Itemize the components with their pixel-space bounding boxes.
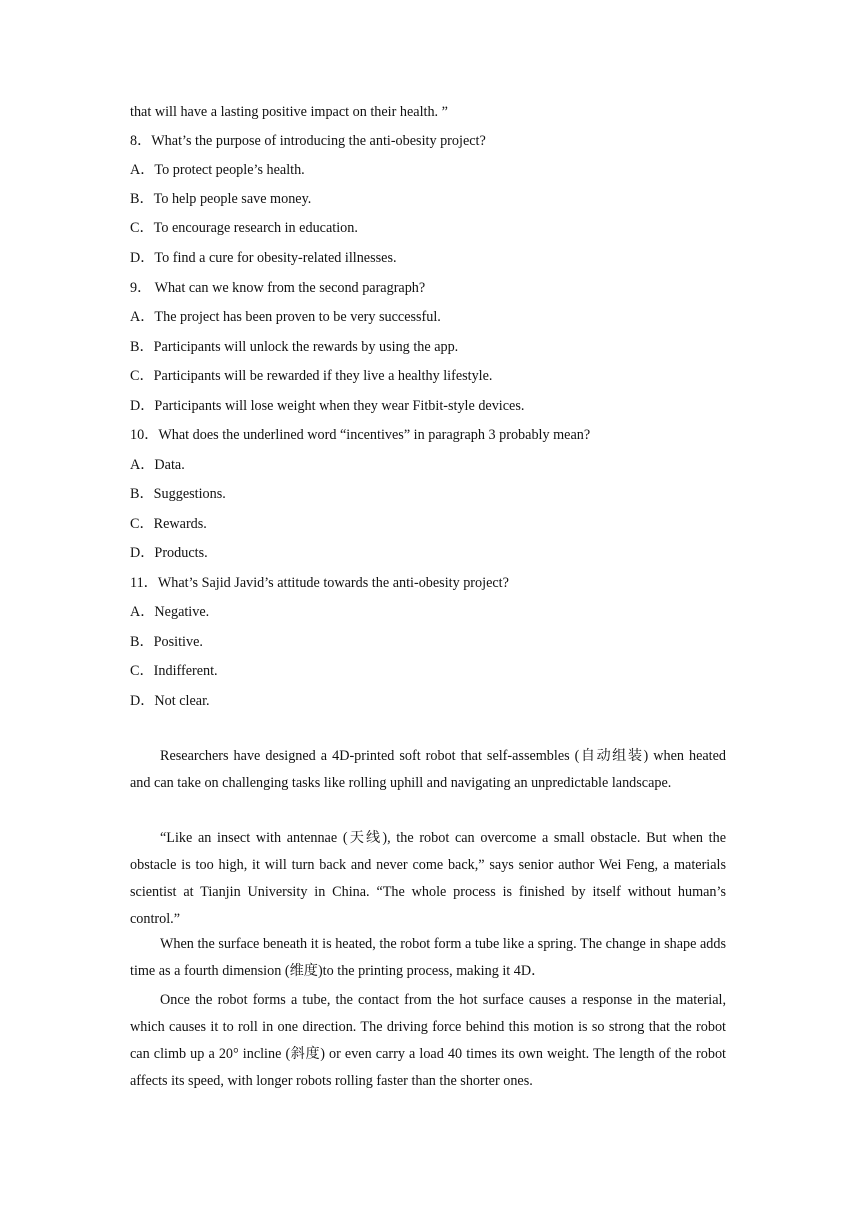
question-9-option-a: A．The project has been proven to be very successful.: [130, 309, 441, 325]
question-11-option-a: A．Negative.: [130, 604, 210, 620]
question-8-option-d: D．To find a cure for obesity-related illnesses.: [130, 250, 397, 266]
question-10-option-c: C．Rewards.: [130, 516, 207, 532]
question-8-option-b: B．To help people save money.: [130, 191, 312, 207]
question-9-option-c: C．Participants will be rewarded if they live a healthy lifestyle.: [130, 368, 493, 384]
question-11-stem: 11．What’s Sajid Javid’s attitude towards the anti-obesity project?: [130, 575, 509, 591]
question-9-option-d: D．Participants will lose weight when they wear Fitbit-style devices.: [130, 398, 525, 414]
question-10-option-b: B．Suggestions.: [130, 486, 226, 502]
question-11-option-d: D．Not clear.: [130, 693, 210, 709]
question-8-option-a: A．To protect people’s health.: [130, 162, 305, 178]
passage-paragraph-4: Once the robot forms a tube, the contact from the hot surface causes a response in the material, which causes it to roll in one direction. The driving force behind this motion is so strong that the robot can climb up a 20° incline (斜度) or even carry a load 40 times its own weight. The length of the robot affects its speed, with longer robots rolling faster than the shorter ones.: [130, 992, 726, 1089]
passage-paragraph-3: When the surface beneath it is heated, the robot form a tube like a spring. The change in shape adds time as a fourth dimension (维度)to the printing process, making it 4D．: [130, 936, 726, 979]
question-11-option-b: B．Positive.: [130, 634, 203, 650]
question-10-stem: 10．What does the underlined word “incentives” in paragraph 3 probably mean?: [130, 427, 591, 443]
passage-paragraph-1: Researchers have designed a 4D-printed soft robot that self-assembles (自动组装) when heated and can take on challenging tasks like rolling uphill and navigating an unpredictable landscape.: [130, 748, 726, 791]
passage-paragraph-2: “Like an insect with antennae (天线), the robot can overcome a small obstacle. But when the obstacle is too high, it will turn back and never come back,” says senior author Wei Feng, a materials scientist at Tianjin University in China. “The whole process is finished by itself without human’s control.”: [130, 830, 726, 927]
carryover-text: that will have a lasting positive impact on their health. ”: [130, 104, 448, 120]
question-11-option-c: C．Indifferent.: [130, 663, 218, 679]
question-8-stem: 8．What’s the purpose of introducing the anti-obesity project?: [130, 133, 486, 149]
question-9-option-b: B．Participants will unlock the rewards by using the app.: [130, 339, 459, 355]
question-9-stem: 9． What can we know from the second paragraph?: [130, 280, 426, 296]
question-10-option-d: D．Products.: [130, 545, 208, 561]
question-8-option-c: C．To encourage research in education.: [130, 220, 358, 236]
question-10-option-a: A．Data.: [130, 457, 185, 473]
